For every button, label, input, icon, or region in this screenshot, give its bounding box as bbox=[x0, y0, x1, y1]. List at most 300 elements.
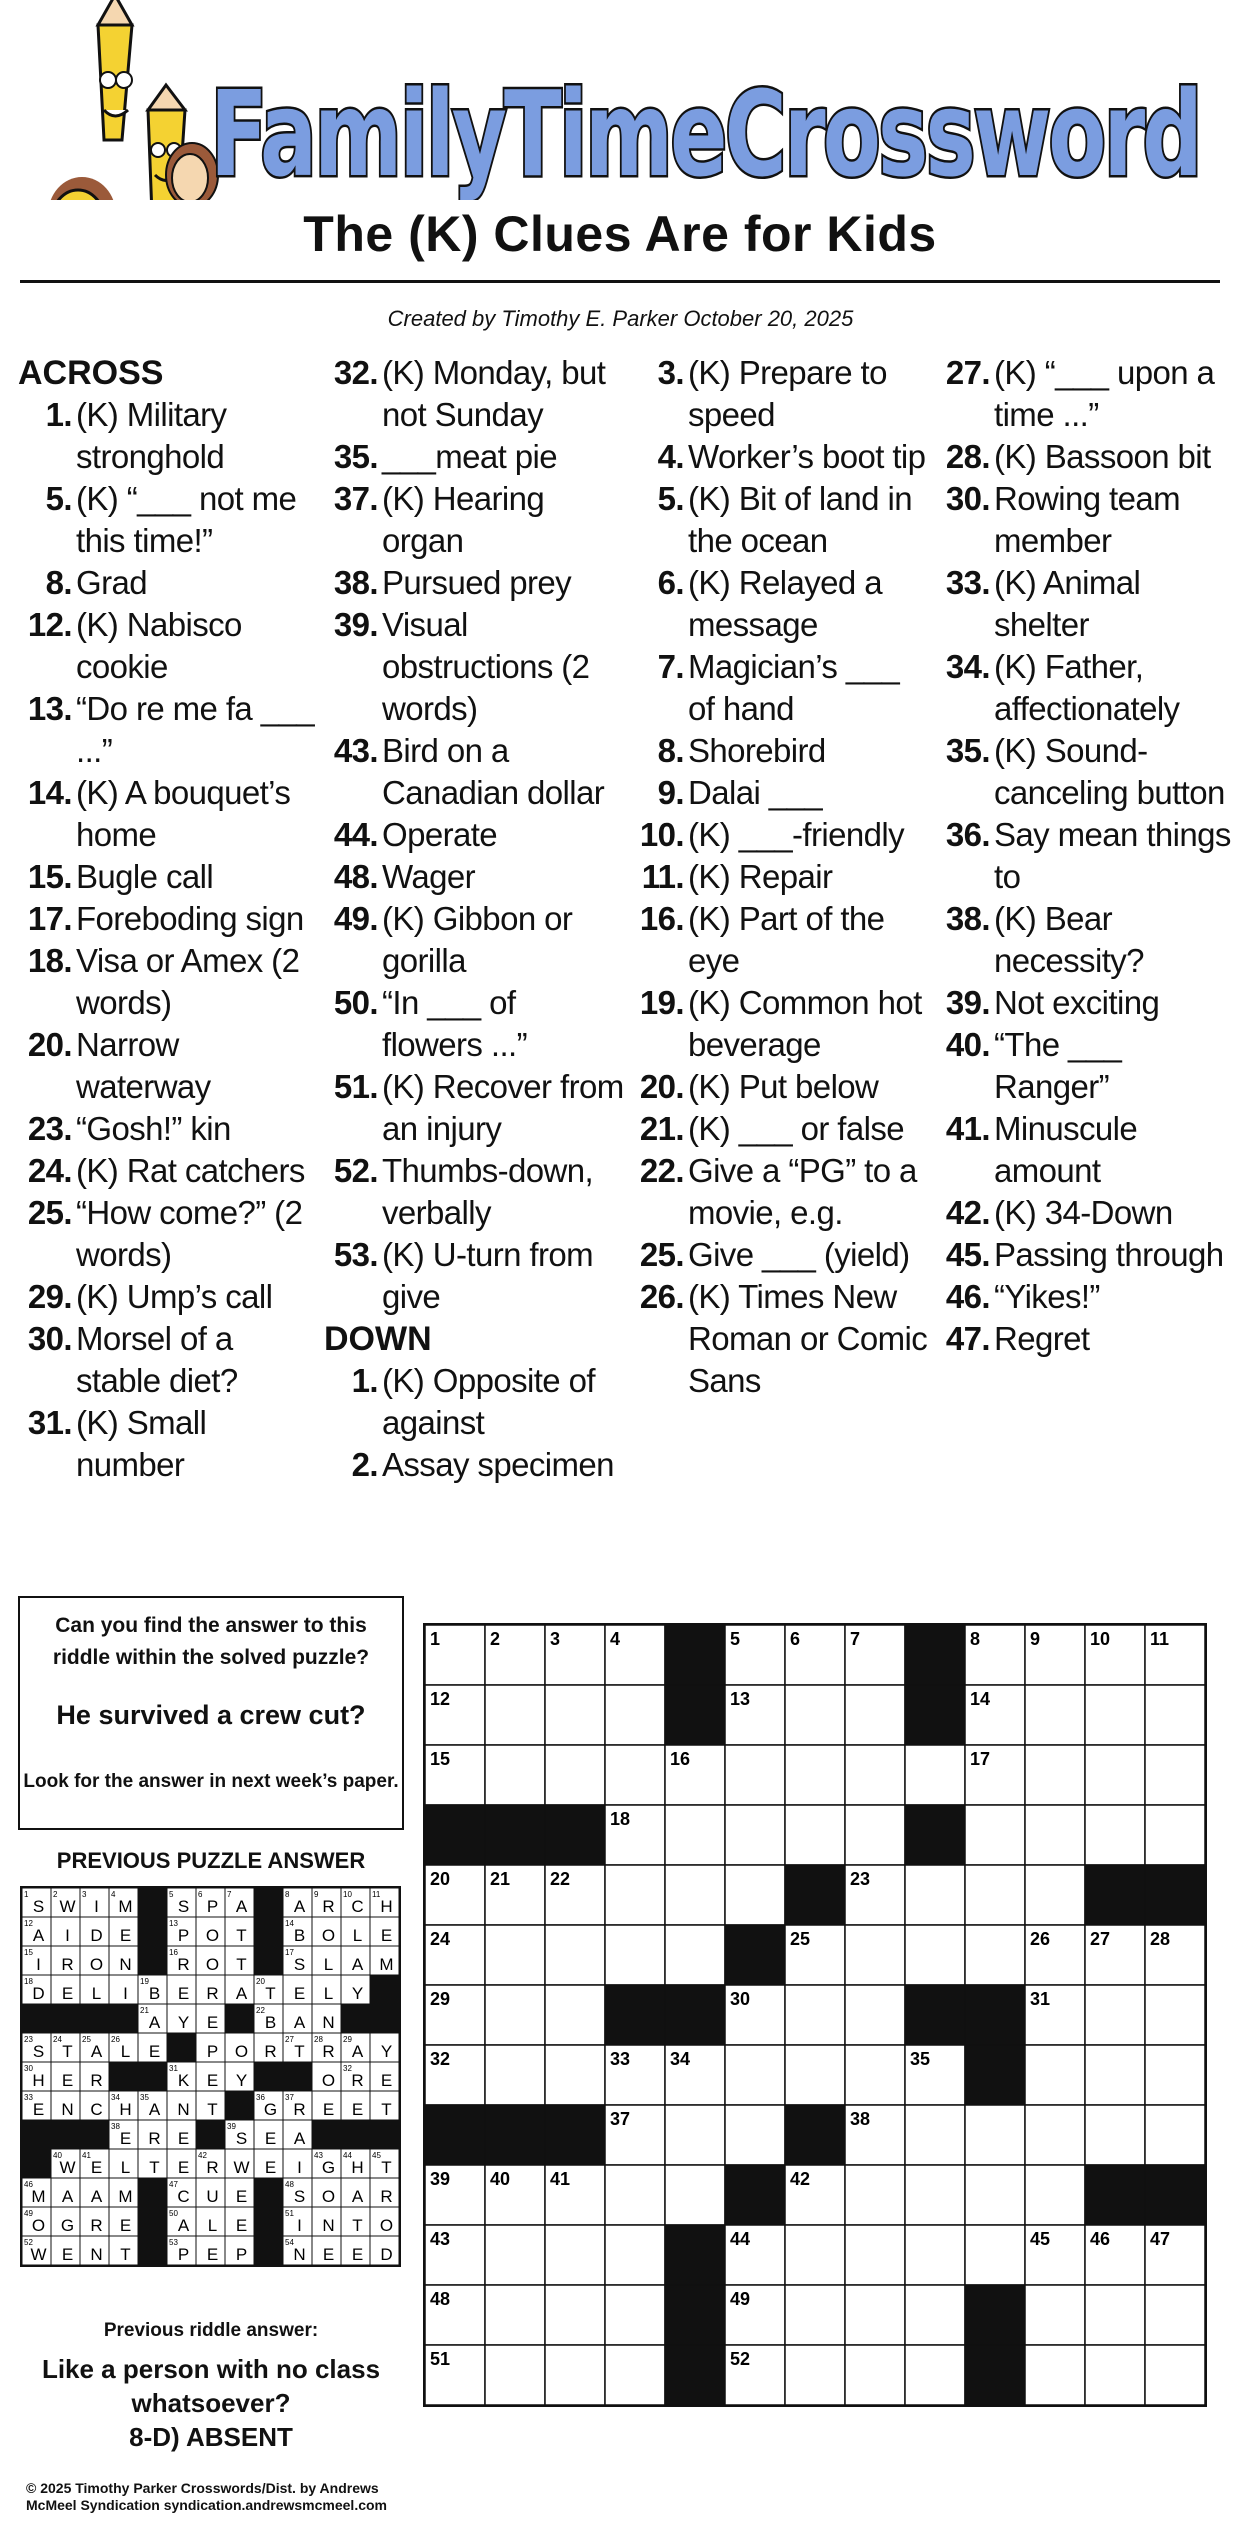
answer-letter: A bbox=[293, 2129, 306, 2148]
cell-number: 25 bbox=[790, 1929, 811, 1949]
cell-number: 16 bbox=[670, 1749, 691, 1769]
black-square bbox=[80, 2004, 109, 2033]
grid-cell[interactable] bbox=[965, 1925, 1025, 1985]
grid-cell[interactable] bbox=[665, 1925, 725, 1985]
clue-number: 33. bbox=[945, 564, 990, 601]
clue-text: (K) Times New Roman or Comic Sans bbox=[688, 1278, 928, 1399]
grid-cell[interactable] bbox=[1145, 1805, 1205, 1865]
clue-text: Bugle call bbox=[76, 858, 214, 895]
grid-cell[interactable] bbox=[665, 1805, 725, 1865]
black-square bbox=[370, 1975, 399, 2004]
clue-number: 44. bbox=[333, 816, 378, 853]
grid-cell[interactable] bbox=[1145, 1685, 1205, 1745]
clue-number: 52. bbox=[333, 1152, 378, 1189]
answer-letter: K bbox=[177, 2071, 190, 2090]
clue-item bbox=[936, 646, 1236, 730]
clue-text: Rowing team member bbox=[994, 480, 1180, 559]
cell-number: 41 bbox=[550, 2169, 571, 2189]
family-time-crossword-logo bbox=[0, 0, 1241, 200]
grid-cell[interactable] bbox=[785, 1805, 845, 1865]
grid-cell[interactable] bbox=[605, 2345, 665, 2405]
cell-number: 17 bbox=[970, 1749, 991, 1769]
answer-letter: G bbox=[60, 2216, 75, 2235]
answer-letter: E bbox=[322, 2245, 335, 2264]
grid-cell[interactable] bbox=[485, 2225, 545, 2285]
clue-item bbox=[630, 814, 930, 856]
answer-letter: A bbox=[32, 1926, 45, 1945]
grid-cell[interactable] bbox=[965, 2225, 1025, 2285]
answer-letter: R bbox=[351, 2071, 364, 2090]
copyright-notice: © 2025 Timothy Parker Crosswords/Dist. by Andrews McMeel Syndication syndication.andrewsmcmeel.com bbox=[26, 2480, 387, 2513]
cell-number: 50 bbox=[169, 2209, 178, 2218]
black-square bbox=[665, 1625, 725, 1685]
answer-letter: P bbox=[177, 1926, 190, 1945]
clue-text: “The ___ Ranger” bbox=[994, 1026, 1122, 1105]
clue-number: 27. bbox=[945, 354, 990, 391]
answer-letter: A bbox=[90, 2187, 103, 2206]
grid-cell[interactable] bbox=[905, 2165, 965, 2225]
answer-letter: W bbox=[59, 1897, 76, 1916]
cell-number: 49 bbox=[24, 2209, 33, 2218]
clue-text: Wager bbox=[382, 858, 475, 895]
clue-item bbox=[324, 1066, 624, 1150]
section-heading-across: ACROSS bbox=[18, 354, 164, 392]
grid-cell[interactable] bbox=[845, 1925, 905, 1985]
answer-letter: E bbox=[61, 2071, 74, 2090]
clue-item bbox=[630, 352, 930, 436]
grid-cell[interactable] bbox=[485, 2045, 545, 2105]
grid-cell[interactable] bbox=[1145, 2285, 1205, 2345]
clue-item bbox=[18, 1276, 318, 1318]
black-square bbox=[109, 2004, 138, 2033]
cell-number: 9 bbox=[314, 1890, 319, 1899]
black-square bbox=[1145, 2165, 1205, 2225]
grid-cell[interactable] bbox=[785, 1985, 845, 2045]
grid-cell[interactable] bbox=[1085, 2285, 1145, 2345]
clue-text: Thumbs-down, verbally bbox=[382, 1152, 594, 1231]
grid-cell[interactable] bbox=[545, 2285, 605, 2345]
clue-item bbox=[630, 1234, 930, 1276]
black-square bbox=[370, 2004, 399, 2033]
grid-cell[interactable] bbox=[905, 2345, 965, 2405]
answer-letter: R bbox=[61, 1955, 74, 1974]
clue-text: “In ___ of flowers ...” bbox=[382, 984, 527, 1063]
answer-letter: G bbox=[321, 2158, 336, 2177]
grid-cell[interactable] bbox=[1025, 1805, 1085, 1865]
answer-letter: M bbox=[379, 1955, 394, 1974]
masthead bbox=[0, 0, 1241, 290]
cell-number: 38 bbox=[111, 2122, 120, 2131]
grid-cell[interactable] bbox=[845, 2045, 905, 2105]
clue-number: 5. bbox=[657, 480, 684, 517]
grid-cell[interactable] bbox=[1025, 2165, 1085, 2225]
clue-number: 19. bbox=[639, 984, 684, 1021]
clue-item bbox=[18, 1024, 318, 1108]
answer-letter: N bbox=[322, 2216, 335, 2235]
answer-letter: W bbox=[233, 2158, 250, 2177]
clue-number: 23. bbox=[27, 1110, 72, 1147]
grid-cell[interactable] bbox=[965, 2165, 1025, 2225]
cell-number: 29 bbox=[430, 1989, 451, 2009]
grid-cell[interactable] bbox=[1025, 2045, 1085, 2105]
grid-cell[interactable] bbox=[845, 1745, 905, 1805]
cell-number: 20 bbox=[430, 1869, 451, 1889]
cell-number: 39 bbox=[227, 2122, 236, 2131]
clue-item bbox=[324, 1150, 624, 1234]
black-square bbox=[341, 2004, 370, 2033]
black-square bbox=[785, 2105, 845, 2165]
clue-number: 21. bbox=[639, 1110, 684, 1147]
clue-number: 49. bbox=[333, 900, 378, 937]
clue-item bbox=[18, 1318, 318, 1402]
black-square bbox=[196, 2120, 225, 2149]
clue-number: 12. bbox=[27, 606, 72, 643]
grid-cell[interactable] bbox=[605, 2165, 665, 2225]
answer-letter: H bbox=[380, 1897, 393, 1916]
clue-item bbox=[18, 478, 318, 562]
answer-letter: Y bbox=[235, 2071, 248, 2090]
black-square bbox=[1145, 1865, 1205, 1925]
grid-cell[interactable] bbox=[545, 1925, 605, 1985]
clue-number: 20. bbox=[639, 1068, 684, 1105]
cell-number: 51 bbox=[285, 2209, 294, 2218]
clue-number: 17. bbox=[27, 900, 72, 937]
grid-cell[interactable] bbox=[1085, 1805, 1145, 1865]
grid-cell[interactable] bbox=[1085, 1985, 1145, 2045]
black-square bbox=[370, 2120, 399, 2149]
answer-letter: E bbox=[61, 1984, 74, 2003]
grid-cell[interactable] bbox=[605, 2225, 665, 2285]
grid-cell[interactable] bbox=[1145, 1985, 1205, 2045]
clue-text: “Yikes!” bbox=[994, 1278, 1100, 1315]
answer-letter: B bbox=[264, 2013, 277, 2032]
grid-cell[interactable] bbox=[545, 2045, 605, 2105]
grid-cell[interactable] bbox=[1145, 2105, 1205, 2165]
cell-number: 37 bbox=[610, 2109, 631, 2129]
cell-number: 11 bbox=[1150, 1629, 1170, 1649]
grid-cell[interactable] bbox=[485, 2345, 545, 2405]
black-square bbox=[254, 2178, 283, 2207]
grid-cell[interactable] bbox=[485, 1745, 545, 1805]
grid-cell[interactable] bbox=[1085, 2345, 1145, 2405]
answer-letter: E bbox=[119, 2216, 132, 2235]
clue-text: (K) ___ or false bbox=[688, 1110, 905, 1147]
answer-letter: W bbox=[59, 2158, 76, 2177]
answer-letter: O bbox=[379, 2216, 394, 2235]
grid-cell[interactable] bbox=[545, 1745, 605, 1805]
answer-letter: O bbox=[89, 1955, 104, 1974]
clue-text: (K) Bassoon bit bbox=[994, 438, 1211, 475]
grid-cell[interactable] bbox=[1025, 2105, 1085, 2165]
grid-cell[interactable] bbox=[845, 1685, 905, 1745]
answer-letter: A bbox=[293, 1897, 306, 1916]
cell-number: 47 bbox=[169, 2180, 178, 2189]
grid-cell[interactable] bbox=[545, 1685, 605, 1745]
answer-letter: N bbox=[177, 2100, 190, 2119]
grid-cell[interactable] bbox=[725, 2045, 785, 2105]
grid-cell[interactable] bbox=[905, 1745, 965, 1805]
header-divider bbox=[20, 280, 1220, 283]
clue-text: (K) Prepare to speed bbox=[688, 354, 887, 433]
grid-cell[interactable] bbox=[845, 1805, 905, 1865]
cell-number: 42 bbox=[198, 2151, 207, 2160]
clue-text: Give ___ (yield) bbox=[688, 1236, 910, 1273]
grid-cell[interactable] bbox=[665, 2165, 725, 2225]
grid-cell[interactable] bbox=[845, 2225, 905, 2285]
clue-number: 8. bbox=[657, 732, 684, 769]
grid-cell[interactable] bbox=[605, 1925, 665, 1985]
answer-letter: S bbox=[293, 2187, 306, 2206]
black-square bbox=[138, 2207, 167, 2236]
clue-number: 7. bbox=[657, 648, 684, 685]
clue-text: (K) Bear necessity? bbox=[994, 900, 1144, 979]
answer-letter: T bbox=[62, 2042, 73, 2061]
clue-text: (K) Bit of land in the ocean bbox=[688, 480, 912, 559]
cell-number: 33 bbox=[24, 2093, 33, 2102]
clue-item bbox=[936, 562, 1236, 646]
grid-cell[interactable] bbox=[725, 1805, 785, 1865]
clue-text: (K) “___ not me this time!” bbox=[76, 480, 297, 559]
cell-number: 40 bbox=[490, 2169, 511, 2189]
cell-number: 48 bbox=[430, 2289, 451, 2309]
grid-cell[interactable] bbox=[1085, 1685, 1145, 1745]
grid-cell[interactable] bbox=[965, 2105, 1025, 2165]
grid-cell[interactable] bbox=[605, 1745, 665, 1805]
grid-cell[interactable] bbox=[545, 1985, 605, 2045]
grid-cell[interactable] bbox=[905, 2105, 965, 2165]
clue-item bbox=[324, 1360, 624, 1444]
grid-cell[interactable] bbox=[845, 2165, 905, 2225]
grid-cell[interactable] bbox=[1025, 2345, 1085, 2405]
clue-number: 29. bbox=[27, 1278, 72, 1315]
grid-cell[interactable] bbox=[1085, 2045, 1145, 2105]
clue-text: Shorebird bbox=[688, 732, 826, 769]
grid-cell[interactable] bbox=[1025, 1745, 1085, 1805]
black-square bbox=[665, 2345, 725, 2405]
previous-riddle-solution: 8-D) ABSENT bbox=[129, 2422, 293, 2452]
grid-cell[interactable] bbox=[905, 1865, 965, 1925]
answer-letter: E bbox=[90, 2158, 103, 2177]
clue-item bbox=[630, 436, 930, 478]
clue-number: 15. bbox=[27, 858, 72, 895]
answer-letter: R bbox=[264, 2042, 277, 2061]
clue-column bbox=[630, 352, 930, 1402]
grid-cell[interactable] bbox=[1145, 2345, 1205, 2405]
previous-riddle-answer bbox=[18, 2320, 404, 2454]
answer-letter: C bbox=[177, 2187, 190, 2206]
clue-text: (K) Animal shelter bbox=[994, 564, 1141, 643]
clue-column bbox=[18, 352, 318, 1486]
clue-item bbox=[936, 1108, 1236, 1192]
grid-cell[interactable] bbox=[605, 1685, 665, 1745]
cell-number: 35 bbox=[910, 2049, 931, 2069]
grid-cell[interactable] bbox=[485, 2285, 545, 2345]
black-square bbox=[22, 2149, 51, 2178]
cell-number: 18 bbox=[24, 1977, 33, 1986]
clue-text: (K) Opposite of against bbox=[382, 1362, 595, 1441]
black-square bbox=[785, 1865, 845, 1925]
previous-puzzle-label: PREVIOUS PUZZLE ANSWER bbox=[56, 1848, 366, 1873]
cell-number: 1 bbox=[430, 1629, 441, 1649]
clue-number: 30. bbox=[945, 480, 990, 517]
grid-cell[interactable] bbox=[845, 2285, 905, 2345]
grid-cell[interactable] bbox=[785, 1685, 845, 1745]
answer-letter: R bbox=[90, 2071, 103, 2090]
answer-letter: S bbox=[293, 1955, 306, 1974]
cell-number: 31 bbox=[169, 2064, 178, 2073]
clue-item bbox=[18, 772, 318, 856]
grid-cell[interactable] bbox=[965, 1805, 1025, 1865]
grid-cell[interactable] bbox=[785, 2345, 845, 2405]
grid-cell[interactable] bbox=[485, 1985, 545, 2045]
grid-cell[interactable] bbox=[785, 2285, 845, 2345]
grid-cell[interactable] bbox=[665, 2105, 725, 2165]
answer-letter: E bbox=[380, 1926, 393, 1945]
cell-number: 2 bbox=[490, 1629, 501, 1649]
answer-letter: O bbox=[205, 1955, 220, 1974]
cell-number: 42 bbox=[790, 2169, 811, 2189]
clue-number: 47. bbox=[945, 1320, 990, 1357]
black-square bbox=[905, 1625, 965, 1685]
clue-number: 28. bbox=[945, 438, 990, 475]
cell-number: 23 bbox=[850, 1869, 871, 1889]
answer-letter: Y bbox=[380, 2042, 393, 2061]
answer-letter: E bbox=[119, 1926, 132, 1945]
grid-cell[interactable] bbox=[785, 2225, 845, 2285]
answer-letter: R bbox=[206, 1984, 219, 2003]
clue-item bbox=[630, 1108, 930, 1150]
clue-text: (K) Recover from an injury bbox=[382, 1068, 624, 1147]
crossword-grid[interactable] bbox=[423, 1623, 1207, 2407]
cell-number: 27 bbox=[1090, 1929, 1111, 1949]
answer-letter: M bbox=[118, 2187, 133, 2206]
grid-cell[interactable] bbox=[545, 2345, 605, 2405]
answer-letter: N bbox=[119, 1955, 132, 1974]
answer-letter: I bbox=[123, 1984, 128, 2003]
clue-number: 8. bbox=[45, 564, 72, 601]
grid-cell[interactable] bbox=[905, 2285, 965, 2345]
grid-cell[interactable] bbox=[905, 1925, 965, 1985]
answer-letter: I bbox=[36, 1955, 41, 1974]
answer-letter: E bbox=[351, 2245, 364, 2264]
answer-letter: N bbox=[293, 2245, 306, 2264]
grid-cell[interactable] bbox=[1145, 1745, 1205, 1805]
grid-cell[interactable] bbox=[1025, 1685, 1085, 1745]
grid-cell[interactable] bbox=[485, 1925, 545, 1985]
clue-item bbox=[18, 1402, 318, 1486]
cell-number: 22 bbox=[550, 1869, 571, 1889]
grid-cell[interactable] bbox=[845, 2345, 905, 2405]
cell-number: 2 bbox=[53, 1890, 58, 1899]
clue-text: “Do re me fa ___ ...” bbox=[76, 690, 315, 769]
answer-letter: L bbox=[120, 2158, 131, 2177]
answer-letter: L bbox=[207, 2216, 218, 2235]
clue-text: Regret bbox=[994, 1320, 1090, 1357]
clue-item bbox=[630, 898, 930, 982]
grid-cell[interactable] bbox=[905, 2225, 965, 2285]
grid-cell[interactable] bbox=[1025, 1865, 1085, 1925]
cell-number: 15 bbox=[430, 1749, 451, 1769]
cell-number: 16 bbox=[169, 1948, 178, 1957]
answer-letter: R bbox=[322, 2042, 335, 2061]
answer-letter: R bbox=[322, 1897, 335, 1916]
black-square bbox=[665, 2285, 725, 2345]
clue-item bbox=[630, 646, 930, 730]
clue-text: Operate bbox=[382, 816, 498, 853]
grid-cell[interactable] bbox=[485, 1685, 545, 1745]
grid-cell[interactable] bbox=[1145, 2045, 1205, 2105]
cell-number: 17 bbox=[285, 1948, 294, 1957]
clue-item bbox=[630, 1066, 930, 1108]
grid-cell[interactable] bbox=[845, 1985, 905, 2045]
cell-number: 10 bbox=[343, 1890, 352, 1899]
cell-number: 49 bbox=[730, 2289, 751, 2309]
cell-number: 43 bbox=[314, 2151, 323, 2160]
black-square bbox=[1085, 1865, 1145, 1925]
clue-text: (K) “___ upon a time ...” bbox=[994, 354, 1215, 433]
clue-item bbox=[936, 730, 1236, 814]
riddle-instructions: Can you find the answer to this riddle within the solved puzzle? bbox=[52, 1614, 370, 1669]
cell-number: 37 bbox=[285, 2093, 294, 2102]
clue-text: Not exciting bbox=[994, 984, 1160, 1021]
cell-number: 27 bbox=[285, 2035, 294, 2044]
clue-item bbox=[630, 478, 930, 562]
clue-item bbox=[324, 478, 624, 562]
grid-cell[interactable] bbox=[1085, 2105, 1145, 2165]
grid-cell[interactable] bbox=[725, 1865, 785, 1925]
clue-number: 43. bbox=[333, 732, 378, 769]
answer-letter: R bbox=[380, 2187, 393, 2206]
grid-cell[interactable] bbox=[545, 2225, 605, 2285]
previous-riddle-text: Like a person with no class whatsoever? bbox=[41, 2354, 381, 2418]
black-square bbox=[138, 2236, 167, 2265]
black-square bbox=[665, 1685, 725, 1745]
cell-number: 22 bbox=[256, 2006, 265, 2015]
clue-number: 32. bbox=[333, 354, 378, 391]
grid-cell[interactable] bbox=[965, 1865, 1025, 1925]
answer-letter: E bbox=[351, 2100, 364, 2119]
grid-cell[interactable] bbox=[1085, 1745, 1145, 1805]
clue-item bbox=[18, 562, 318, 604]
grid-cell[interactable] bbox=[725, 1745, 785, 1805]
clue-text: “Gosh!” kin bbox=[76, 1110, 231, 1147]
clue-number: 39. bbox=[333, 606, 378, 643]
answer-letter: O bbox=[321, 1926, 336, 1945]
grid-cell[interactable] bbox=[605, 2285, 665, 2345]
clue-number: 41. bbox=[945, 1110, 990, 1147]
clue-item bbox=[324, 436, 624, 478]
grid-cell[interactable] bbox=[665, 1865, 725, 1925]
clue-item bbox=[324, 1444, 624, 1486]
clue-text: (K) Repair bbox=[688, 858, 833, 895]
grid-cell[interactable] bbox=[725, 2105, 785, 2165]
black-square bbox=[254, 2236, 283, 2265]
grid-cell[interactable] bbox=[605, 1865, 665, 1925]
cell-number: 32 bbox=[343, 2064, 352, 2073]
clue-item bbox=[936, 1318, 1236, 1360]
cell-number: 44 bbox=[730, 2229, 751, 2249]
cell-number: 3 bbox=[82, 1890, 87, 1899]
black-square bbox=[425, 2105, 485, 2165]
grid-cell[interactable] bbox=[785, 2045, 845, 2105]
answer-letter: E bbox=[177, 1984, 190, 2003]
black-square bbox=[905, 1685, 965, 1745]
black-square bbox=[965, 1985, 1025, 2045]
cell-number: 30 bbox=[24, 2064, 33, 2073]
grid-cell[interactable] bbox=[785, 1745, 845, 1805]
grid-cell[interactable] bbox=[1025, 2285, 1085, 2345]
cell-number: 25 bbox=[82, 2035, 91, 2044]
